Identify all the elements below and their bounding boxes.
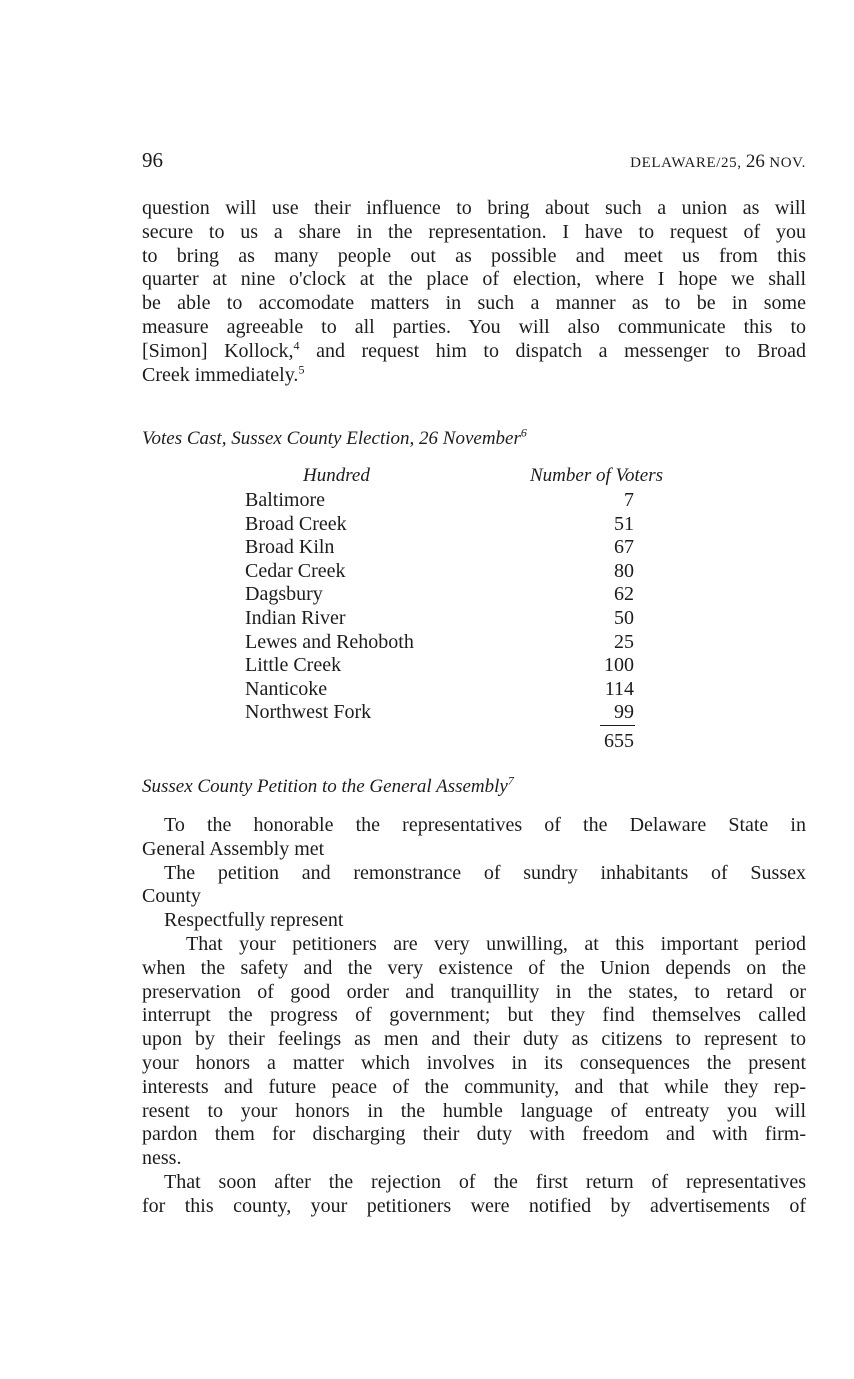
petition-line: interrupt the progress of government; but they find themselves called xyxy=(142,1004,806,1027)
total-count: 655 xyxy=(604,730,634,752)
hundred-name: Lewes and Rehoboth xyxy=(245,630,414,653)
total-rule xyxy=(600,725,635,726)
hundred-name: Little Creek xyxy=(245,654,342,677)
voter-count: 51 xyxy=(614,512,634,535)
petition-line: preservation of good order and tranquillity in the states, to retard or xyxy=(142,980,806,1003)
petition-line: That your petitioners are very unwilling, at this important period xyxy=(186,932,806,955)
voter-count: 114 xyxy=(604,677,634,700)
footnote-ref-7: 7 xyxy=(507,773,514,788)
letter-line: to bring as many people out as possible and meet us from this xyxy=(142,244,806,267)
voter-count: 99 xyxy=(614,701,634,724)
voter-count: 25 xyxy=(614,630,634,653)
table-row xyxy=(245,560,715,584)
table-row xyxy=(245,583,715,607)
votes-rows xyxy=(245,489,715,725)
voter-count: 100 xyxy=(604,654,634,677)
hundred-name: Northwest Fork xyxy=(245,701,372,724)
petition-heading xyxy=(142,773,514,798)
table-row xyxy=(245,701,715,725)
voter-count: 62 xyxy=(614,583,634,606)
footnote-ref-4: 4 xyxy=(293,338,300,353)
petition-line: To the honorable the representatives of the Delaware State in xyxy=(164,814,806,836)
table-row xyxy=(245,631,715,655)
petition-line: for this county, your petitioners were notified by advertisements of xyxy=(142,1194,806,1217)
hundred-name: Broad Creek xyxy=(245,512,347,535)
running-head-month: NOV. xyxy=(769,155,806,171)
hundred-name: Broad Kiln xyxy=(245,536,335,559)
footnote-ref-6: 6 xyxy=(520,425,527,440)
petition-heading-text: Sussex County Petition to the General Assembly xyxy=(142,776,508,797)
letter-text xyxy=(142,197,806,387)
hundred-name: Nanticoke xyxy=(245,677,328,700)
petition-line: Respectfully represent xyxy=(164,909,344,932)
voter-count: 50 xyxy=(614,606,634,629)
petition-line: County xyxy=(142,885,201,908)
letter-line-part: [Simon] Kollock, xyxy=(142,339,294,362)
table-row xyxy=(245,678,715,702)
table-row xyxy=(245,654,715,678)
petition-line: ness. xyxy=(142,1147,182,1170)
petition-line: your honors a matter which involves in its consequences the present xyxy=(142,1051,806,1074)
table-row xyxy=(245,607,715,631)
page-number: 96 xyxy=(142,148,163,172)
petition-line: That soon after the rejection of the first return of representatives xyxy=(164,1170,806,1193)
petition-line: when the safety and the very existence of the Union depends on the xyxy=(142,956,806,979)
letter-line: quarter at nine o'clock at the place of election, where I hope we shall xyxy=(142,268,806,291)
running-head xyxy=(630,151,806,173)
letter-line-part: Creek immediately. xyxy=(142,363,299,386)
voter-count: 67 xyxy=(614,536,634,559)
letter-line-last xyxy=(142,361,806,388)
running-head-text: DELAWARE/25, xyxy=(630,155,742,171)
column-header-number: Number of Voters xyxy=(530,465,663,486)
petition-line: upon by their feelings as men and their duty as citizens to represent to xyxy=(142,1028,806,1051)
petition-line: General Assembly met xyxy=(142,837,325,860)
letter-line: be able to accomodate matters in such a manner as to be in some xyxy=(142,292,806,315)
letter-line: measure agreeable to all parties. You will also communicate this to xyxy=(142,315,806,338)
table-row xyxy=(245,536,715,560)
hundred-name: Dagsbury xyxy=(245,583,323,606)
running-head-date: 26 xyxy=(745,151,765,172)
hundred-name: Indian River xyxy=(245,606,346,629)
column-header-hundred: Hundred xyxy=(303,465,370,486)
petition-text xyxy=(142,814,806,1219)
letter-line-part: and request him to dispatch a messenger to Broad xyxy=(316,339,806,362)
table-row xyxy=(245,513,715,537)
voter-count: 7 xyxy=(624,489,634,511)
votes-heading-text: Votes Cast, Sussex County Election, 26 November xyxy=(142,428,521,449)
hundred-name: Baltimore xyxy=(245,489,325,511)
letter-line-kollock xyxy=(142,340,806,364)
footnote-ref-5: 5 xyxy=(298,361,305,376)
letter-line: secure to us a share in the representation. I have to request of you xyxy=(142,220,806,243)
petition-line: The petition and remonstrance of sundry inhabitants of Sussex xyxy=(164,861,806,884)
votes-heading xyxy=(142,425,527,450)
petition-line: resent to your honors in the humble language of entreaty you will xyxy=(142,1099,806,1122)
voter-count: 80 xyxy=(614,559,634,582)
table-row xyxy=(245,489,715,513)
letter-line: question will use their influence to bring about such a union as will xyxy=(142,197,806,219)
page-header xyxy=(142,148,806,176)
petition-line: interests and future peace of the community, and that while they rep- xyxy=(142,1075,806,1098)
petition-line: pardon them for discharging their duty with freedom and with firm- xyxy=(142,1123,806,1146)
hundred-name: Cedar Creek xyxy=(245,559,346,582)
